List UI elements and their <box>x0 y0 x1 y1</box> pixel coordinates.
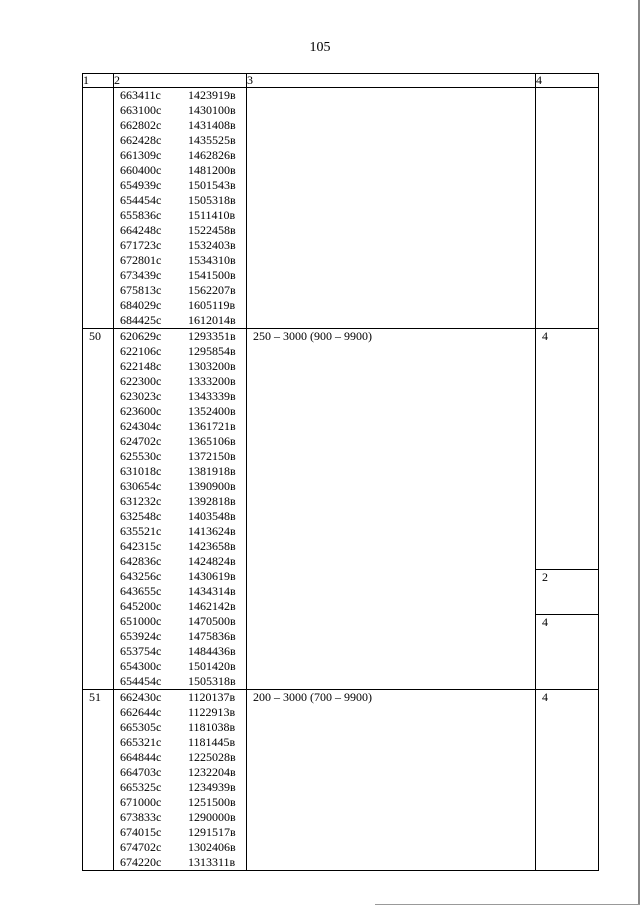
table-row-50 <box>83 329 599 690</box>
code-c: 654939c <box>120 178 162 192</box>
code-entry <box>120 855 246 870</box>
code-v: 1291517в <box>188 825 236 839</box>
header-col-3: 3 <box>247 74 536 88</box>
code-entry <box>120 88 246 103</box>
code-v: 1423658в <box>188 539 236 553</box>
code-v: 1403548в <box>188 509 236 523</box>
code-entry <box>120 840 246 855</box>
header-col-1: 1 <box>83 74 114 88</box>
code-entry <box>120 434 246 449</box>
code-v: 1534310в <box>188 253 236 267</box>
code-v: 1505318в <box>188 674 236 688</box>
code-v: 1424824в <box>188 554 236 568</box>
code-c: 665325c <box>120 780 162 794</box>
code-entry <box>120 629 246 644</box>
code-entry <box>120 223 246 238</box>
code-v: 1470500в <box>188 614 236 628</box>
code-v: 1501543в <box>188 178 236 192</box>
code-entry <box>120 374 246 389</box>
code-c: 674702c <box>120 840 162 854</box>
code-c: 662428c <box>120 133 162 147</box>
code-entry <box>120 133 246 148</box>
code-c: 623023c <box>120 389 162 403</box>
code-c: 631232c <box>120 494 162 508</box>
code-v: 1434314в <box>188 584 236 598</box>
code-c: 665305c <box>120 720 162 734</box>
header-col-4: 4 <box>536 74 599 88</box>
code-c: 674015c <box>120 825 162 839</box>
code-v: 1612014в <box>188 313 236 327</box>
code-v: 1181445в <box>188 735 236 749</box>
code-c: 674220c <box>120 855 162 869</box>
category-block-c <box>542 615 598 630</box>
code-c: 623600c <box>120 404 162 418</box>
code-c: 661309c <box>120 148 162 162</box>
code-entry <box>120 148 246 163</box>
code-entry <box>120 268 246 283</box>
code-c: 654300c <box>120 659 162 673</box>
code-entry <box>120 464 246 479</box>
code-c: 673833c <box>120 810 162 824</box>
code-v: 1290000в <box>188 810 236 824</box>
code-entry <box>120 103 246 118</box>
code-list <box>114 329 247 690</box>
code-entry <box>120 298 246 313</box>
code-c: 655836c <box>120 208 162 222</box>
code-c: 684425c <box>120 313 162 327</box>
code-c: 624304c <box>120 419 162 433</box>
code-entry <box>120 118 246 133</box>
category-value: 4 <box>542 329 548 343</box>
code-v: 1484436в <box>188 644 236 658</box>
code-c: 673439c <box>120 268 162 282</box>
code-v: 1475836в <box>188 629 236 643</box>
code-v: 1423919в <box>188 88 236 102</box>
code-c: 654454c <box>120 674 162 688</box>
code-v: 1343339в <box>188 389 236 403</box>
code-c: 671000c <box>120 795 162 809</box>
code-c: 654454c <box>120 193 162 207</box>
row-number: 51 <box>83 690 114 871</box>
row-number: 50 <box>83 329 114 690</box>
code-v: 1413624в <box>188 524 236 538</box>
code-v: 1352400в <box>188 404 236 418</box>
code-v: 1390900в <box>188 479 236 493</box>
code-entry <box>120 404 246 419</box>
code-entry <box>120 599 246 614</box>
code-entry <box>120 674 246 689</box>
code-entry <box>120 780 246 795</box>
code-entry <box>120 494 246 509</box>
code-entry <box>120 479 246 494</box>
code-entry <box>120 795 246 810</box>
code-entry <box>120 750 246 765</box>
code-entry <box>120 449 246 464</box>
code-v: 1120137в <box>188 690 236 704</box>
code-entry <box>120 705 246 720</box>
code-v: 1295854в <box>188 344 236 358</box>
category-value: 4 <box>542 615 548 629</box>
code-v: 1234939в <box>188 780 236 794</box>
code-entry <box>120 644 246 659</box>
code-v: 1481200в <box>188 163 236 177</box>
code-entry <box>120 509 246 524</box>
code-list <box>114 690 247 871</box>
code-c: 651000c <box>120 614 162 628</box>
range-cell <box>247 88 536 329</box>
code-entry <box>120 825 246 840</box>
category-cell <box>536 88 599 329</box>
table-row-51 <box>83 690 599 871</box>
code-c: 653754c <box>120 644 162 658</box>
code-v: 1122913в <box>188 705 236 719</box>
code-entry <box>120 419 246 434</box>
code-v: 1361721в <box>188 419 236 433</box>
code-c: 645200c <box>120 599 162 613</box>
code-v: 1501420в <box>188 659 236 673</box>
code-c: 684029c <box>120 298 162 312</box>
code-list <box>114 88 247 329</box>
code-v: 1333200в <box>188 374 236 388</box>
code-entry <box>120 163 246 178</box>
code-v: 1431408в <box>188 118 236 132</box>
code-v: 1541500в <box>188 268 236 282</box>
code-entry <box>120 554 246 569</box>
code-c: 663411c <box>120 88 161 102</box>
code-v: 1430619в <box>188 569 236 583</box>
category-cell: 4 <box>536 690 599 871</box>
code-c: 664248c <box>120 223 162 237</box>
code-entry <box>120 283 246 298</box>
category-block-a <box>542 329 598 569</box>
code-c: 662430c <box>120 690 162 704</box>
code-c: 625530c <box>120 449 162 463</box>
code-v: 1293351в <box>188 329 236 343</box>
code-c: 622148c <box>120 359 162 373</box>
code-entry <box>120 524 246 539</box>
code-entry <box>120 659 246 674</box>
code-c: 664844c <box>120 750 162 764</box>
code-v: 1392818в <box>188 494 236 508</box>
code-v: 1462826в <box>188 148 236 162</box>
range-cell: 250 – 3000 (900 – 9900) <box>247 329 536 690</box>
code-entry <box>120 720 246 735</box>
code-entry <box>120 253 246 268</box>
code-c: 663100c <box>120 103 162 117</box>
code-c: 662644c <box>120 705 162 719</box>
code-v: 1381918в <box>188 464 236 478</box>
code-c: 664703c <box>120 765 162 779</box>
code-c: 642836c <box>120 554 162 568</box>
code-entry <box>120 208 246 223</box>
frequency-table <box>82 73 599 871</box>
code-entry <box>120 584 246 599</box>
code-c: 642315c <box>120 539 162 553</box>
category-value: 2 <box>542 570 548 584</box>
code-v: 1365106в <box>188 434 236 448</box>
code-entry <box>120 193 246 208</box>
code-c: 672801c <box>120 253 162 267</box>
table-header-row <box>83 74 599 88</box>
code-entry <box>120 359 246 374</box>
code-c: 662802c <box>120 118 162 132</box>
code-c: 632548c <box>120 509 162 523</box>
code-c: 660400c <box>120 163 162 177</box>
code-c: 643256c <box>120 569 162 583</box>
code-v: 1435525в <box>188 133 236 147</box>
category-cell <box>536 329 599 690</box>
code-entry <box>120 810 246 825</box>
code-v: 1511410в <box>188 208 236 222</box>
code-entry <box>120 178 246 193</box>
code-v: 1522458в <box>188 223 236 237</box>
code-entry <box>120 735 246 750</box>
code-v: 1313311в <box>188 855 236 869</box>
code-v: 1251500в <box>188 795 236 809</box>
code-v: 1562207в <box>188 283 236 297</box>
code-entry <box>120 539 246 554</box>
code-v: 1181038в <box>188 720 236 734</box>
code-entry <box>120 389 246 404</box>
code-entry <box>120 238 246 253</box>
code-v: 1462142в <box>188 599 236 613</box>
code-entry <box>120 690 246 705</box>
code-v: 1232204в <box>188 765 236 779</box>
code-v: 1303200в <box>188 359 236 373</box>
code-v: 1225028в <box>188 750 236 764</box>
code-c: 624702c <box>120 434 162 448</box>
code-entry <box>120 569 246 584</box>
header-col-2: 2 <box>114 74 247 88</box>
code-c: 631018c <box>120 464 162 478</box>
code-v: 1532403в <box>188 238 236 252</box>
code-v: 1430100в <box>188 103 236 117</box>
code-c: 671723c <box>120 238 162 252</box>
code-v: 1605119в <box>188 298 236 312</box>
code-c: 622300c <box>120 374 162 388</box>
code-entry <box>120 329 246 344</box>
code-v: 1505318в <box>188 193 236 207</box>
code-c: 643655c <box>120 584 162 598</box>
page-number: 105 <box>309 40 331 55</box>
code-entry <box>120 614 246 629</box>
code-v: 1372150в <box>188 449 236 463</box>
code-c: 675813c <box>120 283 162 297</box>
code-c: 653924c <box>120 629 162 643</box>
code-c: 620629c <box>120 329 162 343</box>
row-number <box>83 88 114 329</box>
table-row-continuation <box>83 88 599 329</box>
category-block-b <box>542 570 598 614</box>
code-entry <box>120 344 246 359</box>
code-v: 1302406в <box>188 840 236 854</box>
range-cell: 200 – 3000 (700 – 9900) <box>247 690 536 871</box>
code-c: 665321c <box>120 735 162 749</box>
code-c: 635521c <box>120 524 162 538</box>
code-c: 630654c <box>120 479 162 493</box>
code-entry <box>120 765 246 780</box>
code-c: 622106c <box>120 344 162 358</box>
code-entry <box>120 313 246 328</box>
